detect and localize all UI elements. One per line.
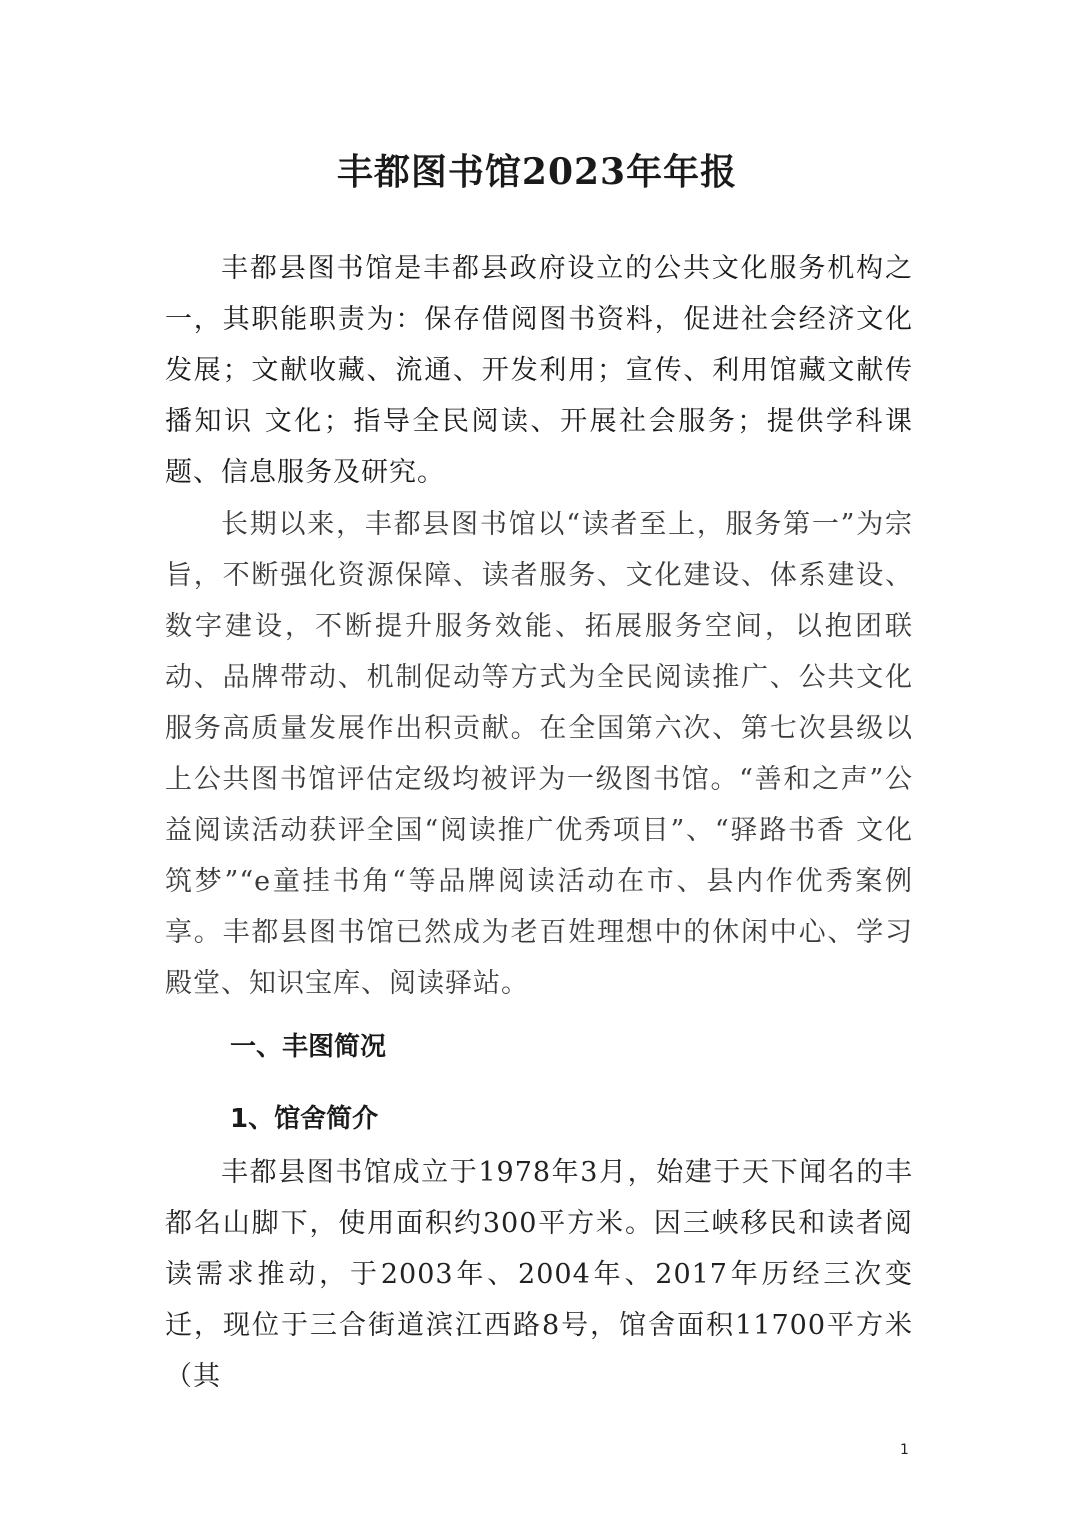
section-heading: 一、丰图简况: [230, 1032, 387, 1062]
subsection-heading: 1、馆舍简介: [230, 1104, 379, 1134]
document-title: 丰都图书馆2023年年报: [336, 151, 738, 193]
page-number: 1: [900, 1442, 909, 1458]
intro-paragraph-1: 丰都县图书馆是丰都县政府设立的公共文化服务机构之一，其职能职责为：保存借阅图书资料，促进社会经济文化发展；文献收藏、流通、开发利用；宣传、利用馆藏文献传播知识 文化；指导全民阅读、开展社会服务；提供学科课题、信息服务及研究。: [165, 253, 913, 488]
subsection-paragraph: 丰都县图书馆成立于1978年3月，始建于天下闻名的丰都名山脚下，使用面积约300平方米。因三峡移民和读者阅读需求推动，于2003年、2004年、2017年历经三次变迁，现位于三合街道滨江西路8号，馆舍面积11700平方米（其: [165, 1157, 913, 1392]
intro-paragraph-2: 长期以来，丰都县图书馆以“读者至上，服务第一”为宗旨，不断强化资源保障、读者服务、文化建设、体系建设、数字建设，不断提升服务效能、拓展服务空间，以抱团联动、品牌带动、机制促动等方式为全民阅读推广、公共文化服务高质量发展作出积贡献。在全国第六次、第七次县级以上公共图书馆评估定级均被评为一级图书馆。“善和之声”公益阅读活动获评全国“阅读推广优秀项目”、“驿路书香 文化筑梦”“e童挂书角“等品牌阅读活动在市、县内作优秀案例享。丰都县图书馆已然成为老百姓理想中的休闲中心、学习殿堂、知识宝库、阅读驿站。: [165, 509, 913, 999]
